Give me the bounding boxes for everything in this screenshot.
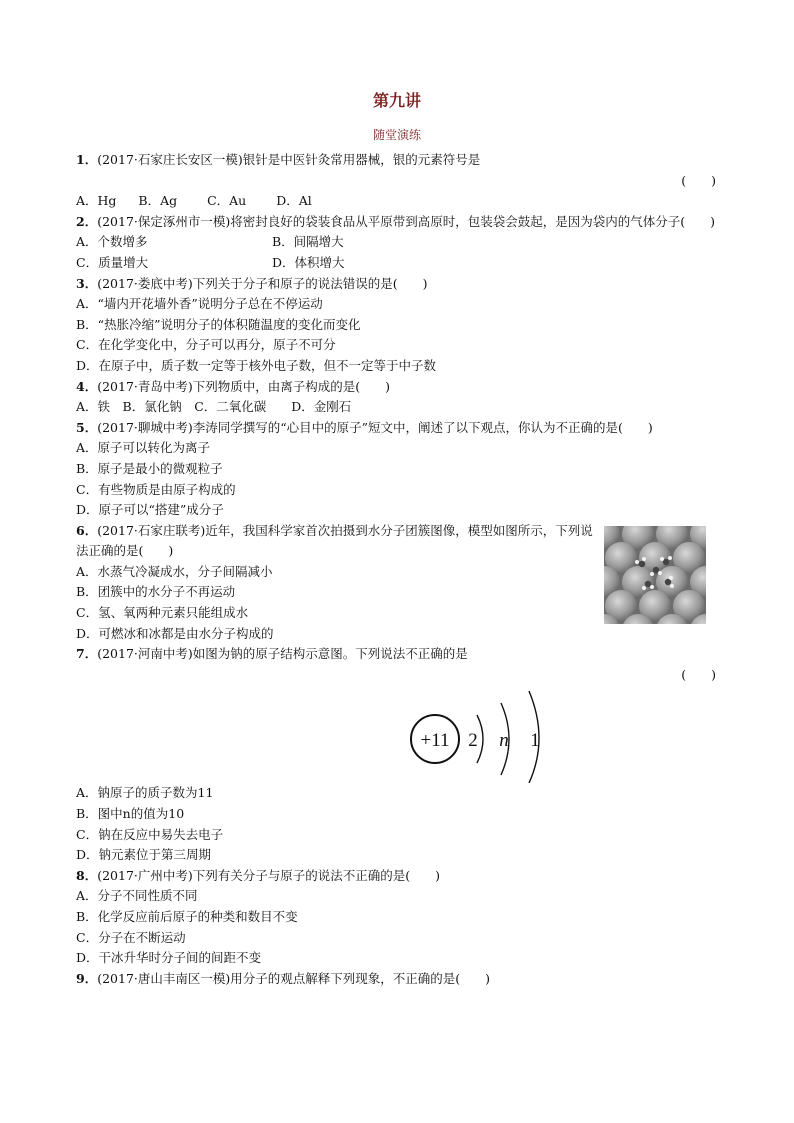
question-text: (2017·广州中考)下列有关分子与原子的说法不正确的是( ) (97, 867, 440, 883)
electron-shell-1 (477, 715, 483, 763)
answer-bracket: ( ) (681, 172, 716, 188)
options-row (76, 232, 718, 253)
question-number: 9． (76, 970, 98, 986)
question-6 (76, 521, 596, 562)
question-5 (76, 418, 718, 439)
question-text: (2017·唐山丰南区一模)用分子的观点解释下列现象，不正确的是( ) (97, 970, 490, 986)
page-subtitle: 随堂演练 (372, 128, 421, 142)
option-b: B．“热胀冷缩”说明分子的体积随温度的变化而变化 (76, 316, 361, 332)
options-row (76, 191, 718, 212)
option-d: D．Al (276, 193, 312, 209)
question-6-block (76, 521, 718, 645)
option-a: A．Hg (76, 193, 117, 209)
question-number: 8． (76, 867, 98, 883)
option-b: B．化学反应前后原子的种类和数目不变 (76, 909, 298, 924)
question-text: (2017·石家庄长安区一模)银针是中医针灸常用器械，银的元素符号是 (97, 152, 481, 167)
shell-2-electrons: n (499, 730, 509, 752)
option-c: C．有些物质是由原子构成的 (76, 481, 236, 497)
option-c: C．分子在不断运动 (76, 929, 186, 945)
question-7 (76, 644, 718, 665)
option-d: D．体积增大 (272, 254, 345, 270)
question-text: (2017·河南中考)如图为钠的原子结构示意图。下列说法不正确的是 (97, 646, 468, 662)
atom-structure-diagram (76, 685, 718, 783)
question-text: (2017·保定涿州市一模)将密封良好的袋装食品从平原带到高原时，包装袋会鼓起，是因为袋内的气体分子( ) (97, 213, 715, 229)
option-a: A．钠原子的质子数为11 (76, 785, 214, 801)
option-b: B．团簇中的水分子不再运动 (76, 584, 236, 600)
option-b: B．图中n的值为10 (76, 806, 185, 822)
question-number: 6． (76, 522, 98, 538)
page-title: 第九讲 (372, 91, 421, 110)
question-8 (76, 866, 718, 887)
option-c: C．氢、氧两种元素只能组成水 (76, 605, 249, 621)
option-d: D．在原子中，质子数一定等于核外电子数，但不一定等于中子数 (76, 357, 437, 373)
question-text: (2017·青岛中考)下列物质中，由离子构成的是( ) (97, 378, 390, 394)
question-2 (76, 212, 718, 233)
option-a: A．“墙内开花墙外香”说明分子总在不停运动 (76, 296, 323, 312)
question-list (76, 150, 718, 989)
question-3 (76, 274, 718, 295)
shell-1-electrons: 2 (468, 730, 478, 752)
answer-bracket: ( ) (681, 666, 716, 682)
option-b: B．间隔增大 (272, 234, 344, 250)
option-b: B．Ag (138, 193, 178, 209)
option-a: A．个数增多 (76, 234, 148, 250)
option-d: D．可燃冰和冰都是由水分子构成的 (76, 625, 274, 641)
option-c: C．Au (207, 193, 247, 209)
option-d: D．钠元素位于第三周期 (76, 847, 212, 863)
water-cluster-image (604, 526, 706, 624)
option-d: D．原子可以“搭建”成分子 (76, 502, 224, 518)
question-number: 2． (76, 213, 98, 229)
question-text: (2017·娄底中考)下列关于分子和原子的说法错误的是( ) (97, 275, 428, 291)
shell-3-electrons: 1 (530, 730, 540, 752)
nucleus-charge: +11 (420, 730, 450, 752)
question-number: 3． (76, 275, 98, 291)
option-a: A．水蒸气冷凝成水，分子间隔减小 (76, 563, 273, 579)
option-c: C．在化学变化中，分子可以再分，原子不可分 (76, 337, 336, 353)
question-text: (2017·石家庄联考)近年，我国科学家首次拍摄到水分子团簇图像，模型如图所示，下列说法正确的是( ) (76, 522, 593, 559)
question-number: 4． (76, 378, 98, 394)
question-number: 1． (76, 152, 98, 167)
question-4 (76, 377, 718, 398)
option-c: C．钠在反应中易失去电子 (76, 826, 224, 842)
question-1 (76, 150, 718, 171)
options-row: A．铁 B．氯化钠 C．二氧化碳 D．金刚石 (76, 399, 352, 415)
options-row (76, 253, 718, 274)
option-d: D．干冰升华时分子间的间距不变 (76, 950, 262, 966)
question-text: (2017·聊城中考)李涛同学撰写的“心目中的原子”短文中，阐述了以下观点，你认为不正确的是( ) (97, 419, 653, 435)
question-9 (76, 969, 718, 990)
option-b: B．原子是最小的微观粒子 (76, 460, 223, 476)
option-a: A．原子可以转化为离子 (76, 440, 211, 456)
option-c: C．质量增大 (76, 254, 149, 270)
question-number: 7． (76, 646, 98, 662)
question-number: 5． (76, 419, 98, 435)
option-a: A．分子不同性质不同 (76, 888, 198, 904)
